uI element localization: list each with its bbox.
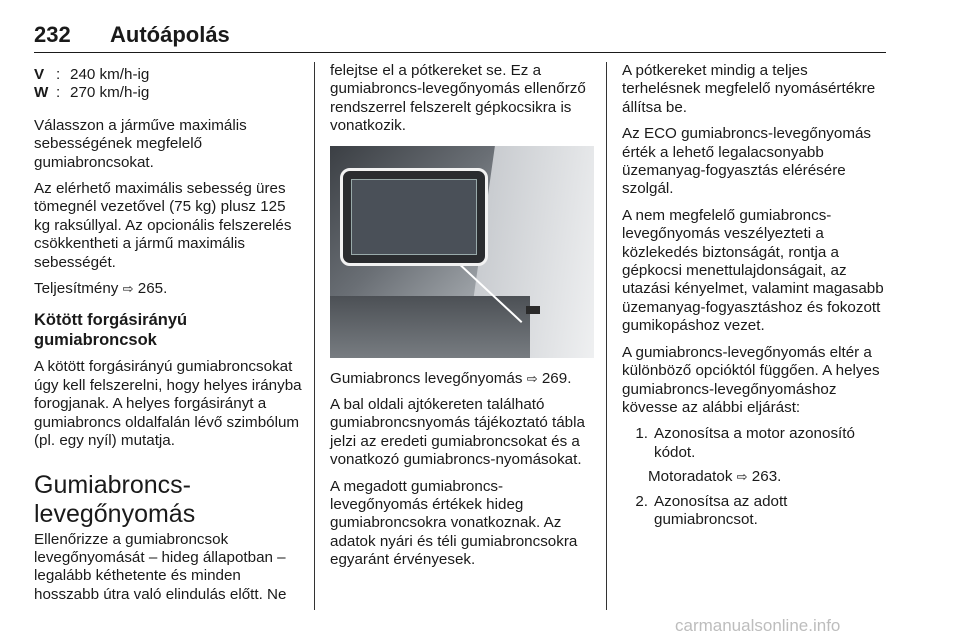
spec-value: 240 km/h-ig bbox=[70, 66, 150, 83]
step-number: 1. bbox=[635, 425, 648, 443]
page-number: 232 bbox=[34, 22, 71, 47]
list-item bbox=[622, 425, 890, 462]
paragraph-spare-pressure: A pótkereket mindig a teljes terhelésnek megfelelő nyomásértékre állítsa be. bbox=[622, 62, 876, 116]
paragraph-eco-pressure: Az ECO gumiabroncs-levegőnyomás érték a lehető legalacsonyabb üzemanyag-fogyasztás elérésére szolgál. bbox=[622, 125, 872, 198]
watermark: carmanualsonline.info bbox=[675, 616, 841, 635]
spec-key: W bbox=[34, 84, 49, 102]
list-item bbox=[622, 493, 890, 530]
spec-key: V bbox=[34, 66, 45, 83]
page-ref-arrow-icon: ⇨ bbox=[122, 281, 134, 297]
paragraph-wrong-pressure: A nem megfelelő gumiabroncs-levegőnyomás veszélyezteti a közlekedés biztonságát, rontja a gépkocsi menettulajdonságait, az utazási kényelmet, valamint magasabb üzemanyag-fogyasztáshoz és fokozott gumikopáshoz vezet. bbox=[622, 206, 884, 335]
sill-shape bbox=[330, 296, 530, 358]
column-1 bbox=[34, 62, 302, 612]
page-header bbox=[34, 18, 886, 53]
column-3 bbox=[622, 62, 890, 537]
paragraph-select-tyres: Válasszon a járműve maximális sebességének megfelelő gumiabroncsokat. bbox=[34, 116, 247, 171]
pressure-label-table bbox=[351, 179, 477, 255]
paragraph-directional-tyres: A kötött forgásirányú gumiabroncsokat úgy kell felszerelni, hogy helyes irányba forogjanak. A helyes forgásirányt a gumiabroncs oldalfalán lévő szimbólum (pl. egy nyíl) mutatja. bbox=[34, 358, 302, 450]
paragraph-performance-ref bbox=[34, 280, 302, 298]
procedure-steps bbox=[622, 425, 890, 529]
chapter-title: Autóápolás bbox=[110, 22, 230, 47]
heading-tyre-pressure: Gumiabroncs-levegőnyomás bbox=[34, 470, 196, 528]
heading-directional-tyres: Kötött forgásirányú gumiabroncsok bbox=[34, 311, 188, 350]
speed-spec-w bbox=[34, 84, 302, 102]
caption-text: Gumiabroncs levegőnyomás bbox=[330, 369, 523, 387]
column-divider-2 bbox=[606, 62, 607, 610]
step-text: Azonosítsa az adott gumiabroncsot. bbox=[654, 492, 788, 528]
speed-spec-v bbox=[34, 66, 302, 84]
page-ref-link[interactable]: 263. bbox=[751, 468, 782, 486]
column-divider-1 bbox=[314, 62, 315, 610]
ref-text: Teljesítmény bbox=[34, 280, 119, 298]
spec-separator: : bbox=[56, 66, 61, 83]
paragraph-spare-wheel: felejtse el a pótkereket se. Ez a gumiabroncs-levegőnyomás ellenőrző rendszerrel felszerelt gépkocsikra is vonatkozik. bbox=[330, 62, 586, 135]
page-ref-link[interactable]: 265. bbox=[137, 280, 168, 298]
tyre-pressure-label-photo bbox=[330, 146, 594, 358]
page-ref-arrow-icon: ⇨ bbox=[526, 370, 538, 386]
step-number: 2. bbox=[635, 492, 648, 510]
list-item-sub bbox=[622, 468, 890, 486]
page-ref-link[interactable]: 269. bbox=[541, 369, 572, 387]
ref-text: Motoradatok bbox=[648, 468, 733, 486]
spec-value: 270 km/h-ig bbox=[70, 84, 150, 102]
column-2 bbox=[330, 62, 594, 578]
figure-caption bbox=[330, 370, 594, 388]
paragraph-check-pressure: Ellenőrizze a gumiabroncsok levegőnyomását – hideg állapotban – legalább kéthetente és minden hosszabb útra való elindulás előtt. Ne bbox=[34, 530, 287, 603]
label-location-marker bbox=[526, 306, 540, 314]
page-ref-arrow-icon: ⇨ bbox=[736, 469, 748, 485]
pressure-label-callout bbox=[340, 168, 488, 266]
step-text: Azonosítsa a motor azonosító kódot. bbox=[654, 425, 855, 461]
paragraph-max-speed: Az elérhető maximális sebesség üres tömegnél vezetővel (75 kg) plusz 125 kg raksúllyal. Az opcionális felszerelés csökkentheti a jármű maximális sebességét. bbox=[34, 180, 292, 271]
spec-separator: : bbox=[56, 84, 61, 102]
paragraph-procedure-intro: A gumiabroncs-levegőnyomás eltér a különböző opcióktól függően. A helyes gumiabroncs-levegőnyomáshoz kövesse az alábbi eljárást: bbox=[622, 343, 880, 416]
paragraph-door-label: A bal oldali ajtókereten található gumiabroncsnyomás tájékoztató tábla jelzi az eredeti gumiabroncsokat és a vonatkozó gumiabroncs-nyomásokat. bbox=[330, 396, 585, 469]
paragraph-cold-values: A megadott gumiabroncs-levegőnyomás értékek hideg gumiabroncsokra vonatkoznak. Az adatok nyári és téli gumiabroncsokra egyaránt érvényesek. bbox=[330, 477, 578, 569]
